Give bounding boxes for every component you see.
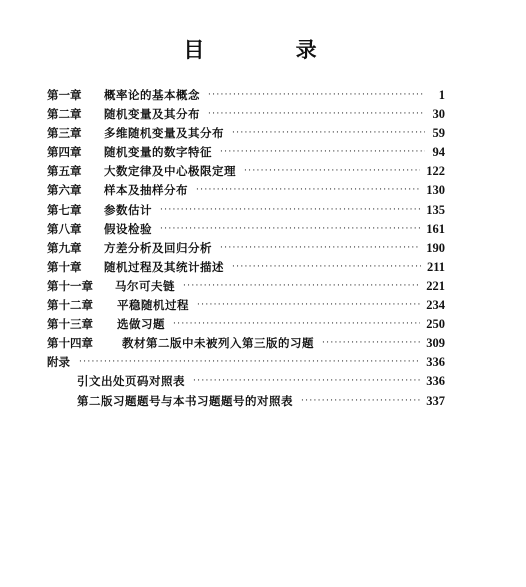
toc-page-number: 130 [426, 183, 445, 198]
toc-subentry-title: 引文出处页码对照表 [77, 374, 185, 389]
toc-page-number: 1 [438, 88, 445, 102]
toc-chapter-number: 第四章 [47, 145, 82, 160]
toc-chapter-title: 多维随机变量及其分布 [104, 126, 224, 141]
toc-entry[interactable] [47, 316, 445, 335]
toc-leader-dots [160, 205, 420, 215]
toc-page-number: 309 [426, 336, 445, 351]
toc-chapter-title: 教材第二版中未被列入第三版的习题 [122, 336, 314, 351]
toc-page-number: 122 [426, 164, 445, 179]
toc-entry[interactable] [47, 297, 445, 316]
toc-entry[interactable] [47, 221, 445, 240]
toc-page-number: 94 [432, 145, 445, 160]
toc-chapter-number: 第九章 [47, 240, 82, 255]
toc-chapter-title: 样本及抽样分布 [104, 183, 188, 198]
toc-entry[interactable] [47, 144, 445, 163]
toc-chapter-title: 假设检验 [104, 221, 152, 236]
toc-page-number: 250 [426, 317, 445, 332]
toc-page-number: 336 [426, 355, 445, 370]
toc-chapter-title: 选做习题 [117, 317, 165, 332]
toc-chapter-title: 马尔可夫链 [115, 278, 175, 293]
toc-entry[interactable] [47, 106, 445, 125]
toc-entry[interactable] [47, 278, 445, 297]
toc-chapter-number: 第一章 [47, 88, 82, 102]
toc-page-number: 59 [432, 126, 445, 141]
toc-chapter-number: 第八章 [47, 221, 82, 236]
toc-chapter-title: 概率论的基本概念 [104, 88, 200, 102]
toc-leader-dots [208, 109, 425, 119]
toc-page-number: 135 [426, 202, 445, 217]
toc-chapter-title: 平稳随机过程 [117, 298, 189, 313]
toc-chapter-number: 第六章 [47, 183, 82, 198]
toc-chapter-title: 大数定律及中心极限定理 [104, 164, 236, 179]
toc-entry[interactable] [47, 202, 445, 221]
toc-chapter-number: 第十一章 [47, 278, 93, 293]
toc-chapter-title: 随机变量及其分布 [104, 107, 200, 122]
toc-leader-dots [208, 90, 425, 100]
toc-leader-dots [183, 281, 420, 291]
toc-chapter-number: 第十三章 [47, 317, 93, 332]
toc-page-number: 30 [432, 107, 445, 122]
toc-chapter-title: 方差分析及回归分析 [104, 240, 212, 255]
toc-leader-dots [79, 357, 420, 367]
toc-chapter-number: 第七章 [47, 202, 82, 217]
toc-chapter-number: 第十章 [47, 259, 82, 274]
toc-page-number: 337 [426, 393, 445, 408]
toc-subentry-title: 第二版习题题号与本书习题题号的对照表 [77, 393, 293, 408]
toc-leader-dots [232, 262, 421, 272]
toc-leader-dots [173, 319, 420, 329]
toc-chapter-number: 第二章 [47, 107, 82, 122]
toc-entry[interactable] [47, 182, 445, 201]
toc-entry[interactable] [47, 87, 445, 106]
toc-entry[interactable] [47, 240, 445, 259]
toc-page-number: 211 [426, 259, 445, 274]
toc-leader-dots [193, 376, 420, 386]
toc-page-number: 190 [426, 240, 445, 255]
toc-page-number: 161 [426, 221, 445, 236]
toc-entry[interactable] [47, 259, 445, 278]
toc-chapter-number: 第五章 [47, 164, 82, 179]
toc-chapter-title: 参数估计 [104, 202, 152, 217]
toc-subentry[interactable] [47, 373, 445, 392]
toc-entry-appendix[interactable] [47, 354, 445, 373]
toc-chapter-number: 附录 [47, 355, 70, 370]
toc-leader-dots [160, 224, 420, 234]
toc-entry[interactable] [47, 335, 445, 354]
page-title: 目 录 [183, 38, 359, 62]
toc-leader-dots [197, 300, 420, 310]
toc-subentry[interactable] [47, 393, 445, 412]
toc-entry[interactable] [47, 163, 445, 182]
toc-page-number: 221 [426, 278, 445, 293]
toc-leader-dots [232, 128, 425, 138]
toc-leader-dots [301, 396, 420, 406]
toc-chapter-title: 随机变量的数字特征 [104, 145, 212, 160]
toc-leader-dots [220, 243, 420, 253]
toc-leader-dots [196, 185, 420, 195]
toc-entry[interactable] [47, 125, 445, 144]
toc-chapter-number: 第三章 [47, 126, 82, 141]
toc-chapter-number: 第十二章 [47, 298, 93, 313]
toc-page-number: 336 [426, 374, 445, 389]
toc-leader-dots [244, 166, 420, 176]
toc-chapter-number: 第十四章 [47, 336, 93, 351]
toc-leader-dots [220, 147, 425, 157]
table-of-contents [47, 87, 445, 412]
toc-chapter-title: 随机过程及其统计描述 [104, 259, 224, 274]
toc-page-number: 234 [426, 298, 445, 313]
toc-leader-dots [322, 338, 420, 348]
